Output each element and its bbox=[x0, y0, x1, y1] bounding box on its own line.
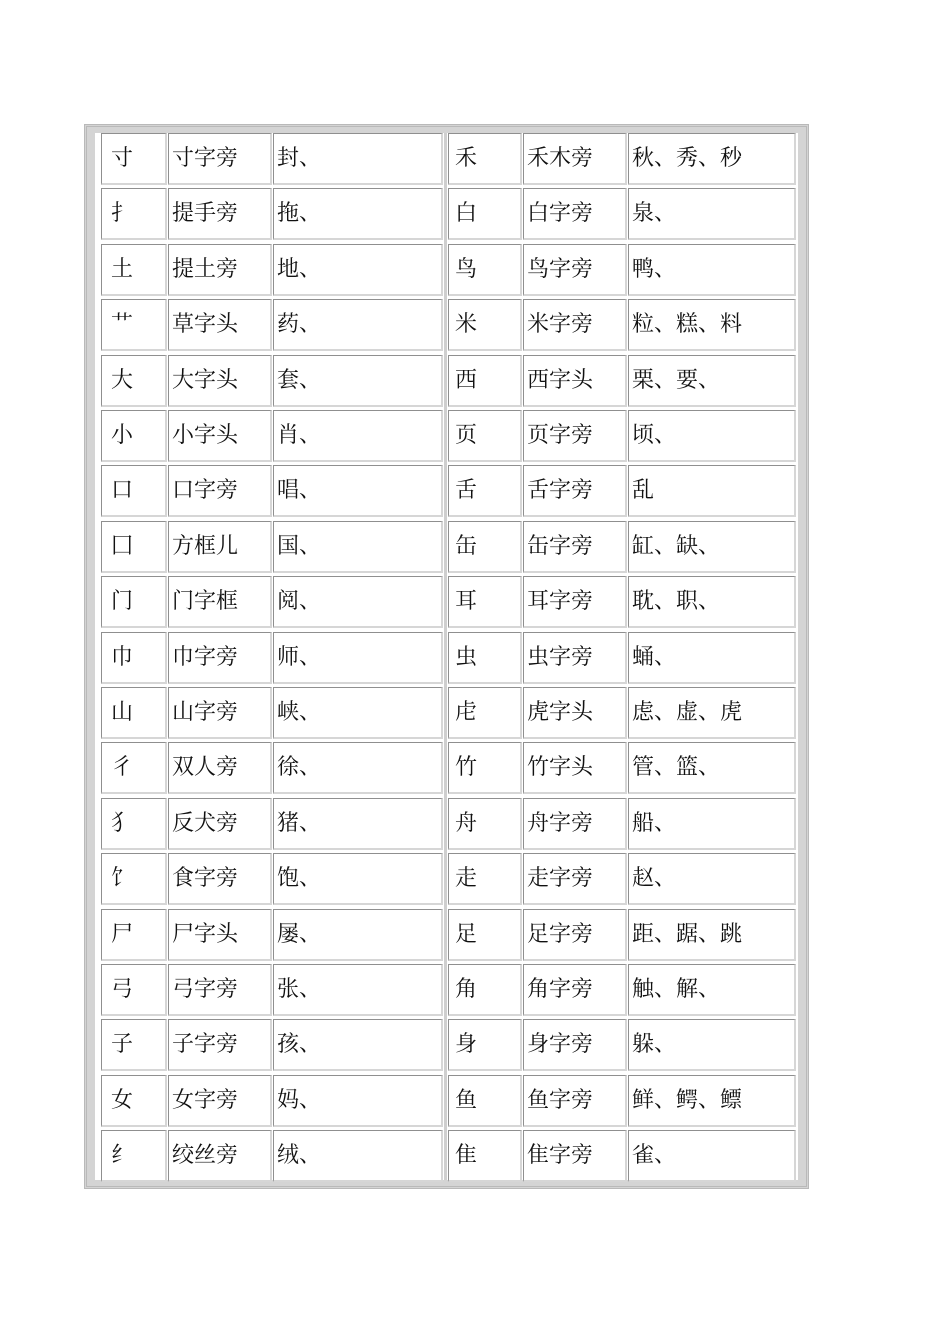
radicals-table bbox=[84, 124, 809, 1189]
right-radical-name-cell: 虫字旁 bbox=[523, 632, 627, 684]
right-radical-cell: 鱼 bbox=[448, 1075, 522, 1127]
right-radical-name-cell: 舟字旁 bbox=[523, 798, 627, 850]
left-example-chars-cell: 地、 bbox=[273, 244, 443, 296]
left-example-chars-cell: 峡、 bbox=[273, 687, 443, 739]
left-radical-cell: 巾 bbox=[101, 632, 167, 684]
left-radical-name-cell: 巾字旁 bbox=[168, 632, 272, 684]
left-radical-cell: 饣 bbox=[101, 853, 167, 905]
left-example-chars-cell: 拖、 bbox=[273, 188, 443, 240]
table-row bbox=[95, 521, 798, 573]
right-radical-name-cell: 走字旁 bbox=[523, 853, 627, 905]
left-radical-cell: 女 bbox=[101, 1075, 167, 1127]
right-example-chars-cell: 赵、 bbox=[628, 853, 796, 905]
table-row bbox=[95, 964, 798, 1016]
right-example-chars-cell: 雀、 bbox=[628, 1130, 796, 1182]
right-radical-cell: 米 bbox=[448, 299, 522, 351]
right-example-chars-cell: 虑、虚、虎 bbox=[628, 687, 796, 739]
right-example-chars-cell: 管、篮、 bbox=[628, 742, 796, 794]
right-radical-name-cell: 西字头 bbox=[523, 355, 627, 407]
left-example-chars-cell: 阅、 bbox=[273, 576, 443, 628]
left-radical-name-cell: 山字旁 bbox=[168, 687, 272, 739]
left-radical-cell: 尸 bbox=[101, 909, 167, 961]
right-example-chars-cell: 泉、 bbox=[628, 188, 796, 240]
left-radical-name-cell: 女字旁 bbox=[168, 1075, 272, 1127]
left-example-chars-cell: 徐、 bbox=[273, 742, 443, 794]
right-radical-cell: 舌 bbox=[448, 465, 522, 517]
table-row bbox=[95, 853, 798, 905]
right-radical-name-cell: 角字旁 bbox=[523, 964, 627, 1016]
table-row bbox=[95, 576, 798, 628]
left-example-chars-cell: 肖、 bbox=[273, 410, 443, 462]
left-radical-name-cell: 反犬旁 bbox=[168, 798, 272, 850]
left-radical-name-cell: 提手旁 bbox=[168, 188, 272, 240]
left-radical-name-cell: 大字头 bbox=[168, 355, 272, 407]
left-radical-cell: 犭 bbox=[101, 798, 167, 850]
right-radical-name-cell: 缶字旁 bbox=[523, 521, 627, 573]
right-radical-cell: 鸟 bbox=[448, 244, 522, 296]
right-radical-name-cell: 页字旁 bbox=[523, 410, 627, 462]
right-radical-cell: 虍 bbox=[448, 687, 522, 739]
left-radical-cell: 艹 bbox=[101, 299, 167, 351]
right-radical-name-cell: 竹字头 bbox=[523, 742, 627, 794]
right-radical-cell: 白 bbox=[448, 188, 522, 240]
left-radical-name-cell: 口字旁 bbox=[168, 465, 272, 517]
left-radical-name-cell: 弓字旁 bbox=[168, 964, 272, 1016]
right-radical-cell: 缶 bbox=[448, 521, 522, 573]
left-radical-cell: 弓 bbox=[101, 964, 167, 1016]
table-row bbox=[95, 410, 798, 462]
left-radical-cell: 大 bbox=[101, 355, 167, 407]
left-radical-name-cell: 寸字旁 bbox=[168, 133, 272, 185]
left-radical-cell: 囗 bbox=[101, 521, 167, 573]
right-radical-cell: 禾 bbox=[448, 133, 522, 185]
right-radical-name-cell: 鸟字旁 bbox=[523, 244, 627, 296]
left-radical-name-cell: 门字框 bbox=[168, 576, 272, 628]
left-radical-cell: 扌 bbox=[101, 188, 167, 240]
right-example-chars-cell: 船、 bbox=[628, 798, 796, 850]
right-example-chars-cell: 躲、 bbox=[628, 1019, 796, 1071]
right-radical-name-cell: 舌字旁 bbox=[523, 465, 627, 517]
right-example-chars-cell: 距、踞、跳 bbox=[628, 909, 796, 961]
right-example-chars-cell: 鲜、鳄、鳔 bbox=[628, 1075, 796, 1127]
right-radical-name-cell: 身字旁 bbox=[523, 1019, 627, 1071]
left-radical-name-cell: 方框儿 bbox=[168, 521, 272, 573]
right-radical-cell: 页 bbox=[448, 410, 522, 462]
right-example-chars-cell: 缸、缺、 bbox=[628, 521, 796, 573]
table-row bbox=[95, 465, 798, 517]
left-radical-name-cell: 双人旁 bbox=[168, 742, 272, 794]
right-radical-cell: 竹 bbox=[448, 742, 522, 794]
left-radical-name-cell: 食字旁 bbox=[168, 853, 272, 905]
left-radical-cell: 小 bbox=[101, 410, 167, 462]
right-radical-name-cell: 虎字头 bbox=[523, 687, 627, 739]
left-radical-name-cell: 尸字头 bbox=[168, 909, 272, 961]
left-radical-cell: 子 bbox=[101, 1019, 167, 1071]
left-example-chars-cell: 国、 bbox=[273, 521, 443, 573]
right-radical-cell: 虫 bbox=[448, 632, 522, 684]
right-radical-cell: 足 bbox=[448, 909, 522, 961]
right-radical-cell: 耳 bbox=[448, 576, 522, 628]
left-radical-cell: 口 bbox=[101, 465, 167, 517]
table-row bbox=[95, 299, 798, 351]
right-example-chars-cell: 耽、职、 bbox=[628, 576, 796, 628]
right-radical-name-cell: 鱼字旁 bbox=[523, 1075, 627, 1127]
left-example-chars-cell: 套、 bbox=[273, 355, 443, 407]
left-example-chars-cell: 孩、 bbox=[273, 1019, 443, 1071]
left-radical-cell: 彳 bbox=[101, 742, 167, 794]
right-radical-cell: 西 bbox=[448, 355, 522, 407]
left-example-chars-cell: 药、 bbox=[273, 299, 443, 351]
left-radical-cell: 山 bbox=[101, 687, 167, 739]
table-row bbox=[95, 355, 798, 407]
left-example-chars-cell: 妈、 bbox=[273, 1075, 443, 1127]
table-row bbox=[95, 1019, 798, 1071]
right-radical-cell: 走 bbox=[448, 853, 522, 905]
table-row bbox=[95, 244, 798, 296]
left-example-chars-cell: 封、 bbox=[273, 133, 443, 185]
right-radical-cell: 角 bbox=[448, 964, 522, 1016]
left-radical-cell: 寸 bbox=[101, 133, 167, 185]
left-radical-cell: 纟 bbox=[101, 1130, 167, 1182]
table-row bbox=[95, 188, 798, 240]
right-radical-name-cell: 白字旁 bbox=[523, 188, 627, 240]
table-row bbox=[95, 632, 798, 684]
right-example-chars-cell: 顷、 bbox=[628, 410, 796, 462]
right-radical-name-cell: 米字旁 bbox=[523, 299, 627, 351]
left-radical-name-cell: 子字旁 bbox=[168, 1019, 272, 1071]
left-example-chars-cell: 绒、 bbox=[273, 1130, 443, 1182]
table-row bbox=[95, 909, 798, 961]
right-example-chars-cell: 粒、糕、料 bbox=[628, 299, 796, 351]
left-example-chars-cell: 张、 bbox=[273, 964, 443, 1016]
table-row bbox=[95, 133, 798, 185]
right-example-chars-cell: 鸭、 bbox=[628, 244, 796, 296]
left-example-chars-cell: 唱、 bbox=[273, 465, 443, 517]
left-radical-name-cell: 提土旁 bbox=[168, 244, 272, 296]
right-radical-name-cell: 耳字旁 bbox=[523, 576, 627, 628]
left-radical-cell: 门 bbox=[101, 576, 167, 628]
left-radical-name-cell: 草字头 bbox=[168, 299, 272, 351]
table-row bbox=[95, 1075, 798, 1127]
left-example-chars-cell: 师、 bbox=[273, 632, 443, 684]
right-radical-name-cell: 足字旁 bbox=[523, 909, 627, 961]
right-example-chars-cell: 蛹、 bbox=[628, 632, 796, 684]
right-radical-cell: 舟 bbox=[448, 798, 522, 850]
left-example-chars-cell: 猪、 bbox=[273, 798, 443, 850]
left-radical-cell: 土 bbox=[101, 244, 167, 296]
table-row bbox=[95, 742, 798, 794]
right-example-chars-cell: 栗、要、 bbox=[628, 355, 796, 407]
left-example-chars-cell: 饱、 bbox=[273, 853, 443, 905]
table-row bbox=[95, 798, 798, 850]
right-radical-cell: 隹 bbox=[448, 1130, 522, 1182]
right-example-chars-cell: 乱 bbox=[628, 465, 796, 517]
right-radical-cell: 身 bbox=[448, 1019, 522, 1071]
left-radical-name-cell: 小字头 bbox=[168, 410, 272, 462]
table-row bbox=[95, 1130, 798, 1182]
right-example-chars-cell: 触、解、 bbox=[628, 964, 796, 1016]
right-radical-name-cell: 隹字旁 bbox=[523, 1130, 627, 1182]
table-body bbox=[95, 133, 798, 1180]
right-radical-name-cell: 禾木旁 bbox=[523, 133, 627, 185]
table-row bbox=[95, 687, 798, 739]
left-radical-name-cell: 绞丝旁 bbox=[168, 1130, 272, 1182]
left-example-chars-cell: 屡、 bbox=[273, 909, 443, 961]
right-example-chars-cell: 秋、秀、秒 bbox=[628, 133, 796, 185]
